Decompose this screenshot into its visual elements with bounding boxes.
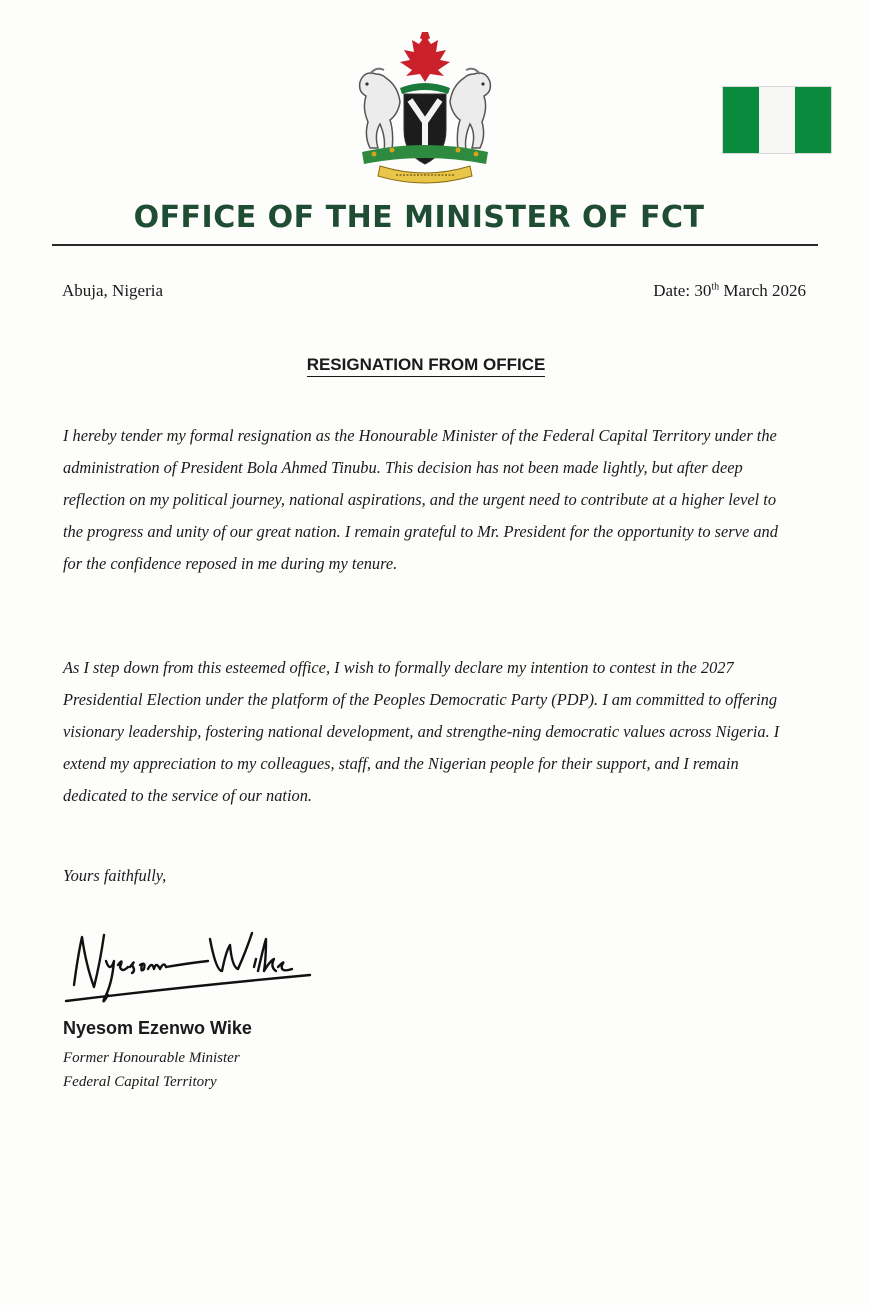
letter-subject bbox=[0, 355, 852, 375]
subject-text: RESIGNATION FROM OFFICE bbox=[307, 355, 546, 377]
date-ordinal: th bbox=[711, 281, 720, 293]
letter-date bbox=[653, 281, 806, 301]
body-paragraph-2: As I step down from this esteemed office, I wish to formally declare my intention to contest in the 2027 Presidential Election under the platform of the Peoples Democratic Party (PDP). I am committed to offering visionary leadership, fostering national development, and strengthe-ning democratic values across Nigeria. I extend my appreciation to my colleagues, staff, and the Nigerian people for their support, and I remain dedicated to the service of our nation. bbox=[63, 658, 780, 805]
body-paragraph-1: I hereby tender my formal resignation as the Honourable Minister of the Federal Capital Territory under the administration of President Bola Ahmed Tinubu. This decision has not been made lightly, but after deep reflection on my political journey, national aspirations, and the urgent need to contribute at a higher level to the progress and unity of our great nation. I remain grateful to Mr. President for the opportunity to serve and for the confidence reposed in me during my tenure. bbox=[63, 426, 778, 573]
letter-place: Abuja, Nigeria bbox=[62, 281, 164, 300]
flag-green-stripe bbox=[795, 87, 831, 153]
office-title: OFFICE OF THE MINISTER OF FCT bbox=[133, 200, 705, 235]
handwritten-signature bbox=[60, 915, 320, 1007]
signer-role: Former Honourable Minister bbox=[63, 1050, 240, 1066]
signer-name: Nyesom Ezenwo Wike bbox=[63, 1018, 252, 1038]
signer-organization: Federal Capital Territory bbox=[63, 1074, 217, 1090]
flag-white-stripe bbox=[759, 87, 795, 153]
header-divider bbox=[52, 244, 818, 246]
flag-green-stripe bbox=[723, 87, 759, 153]
date-suffix: March 2026 bbox=[719, 281, 806, 300]
nigeria-flag-icon bbox=[722, 86, 832, 154]
nigeria-coat-of-arms-icon bbox=[340, 30, 510, 190]
date-prefix: Date: 30 bbox=[653, 281, 712, 300]
closing-salutation: Yours faithfully, bbox=[63, 866, 167, 885]
